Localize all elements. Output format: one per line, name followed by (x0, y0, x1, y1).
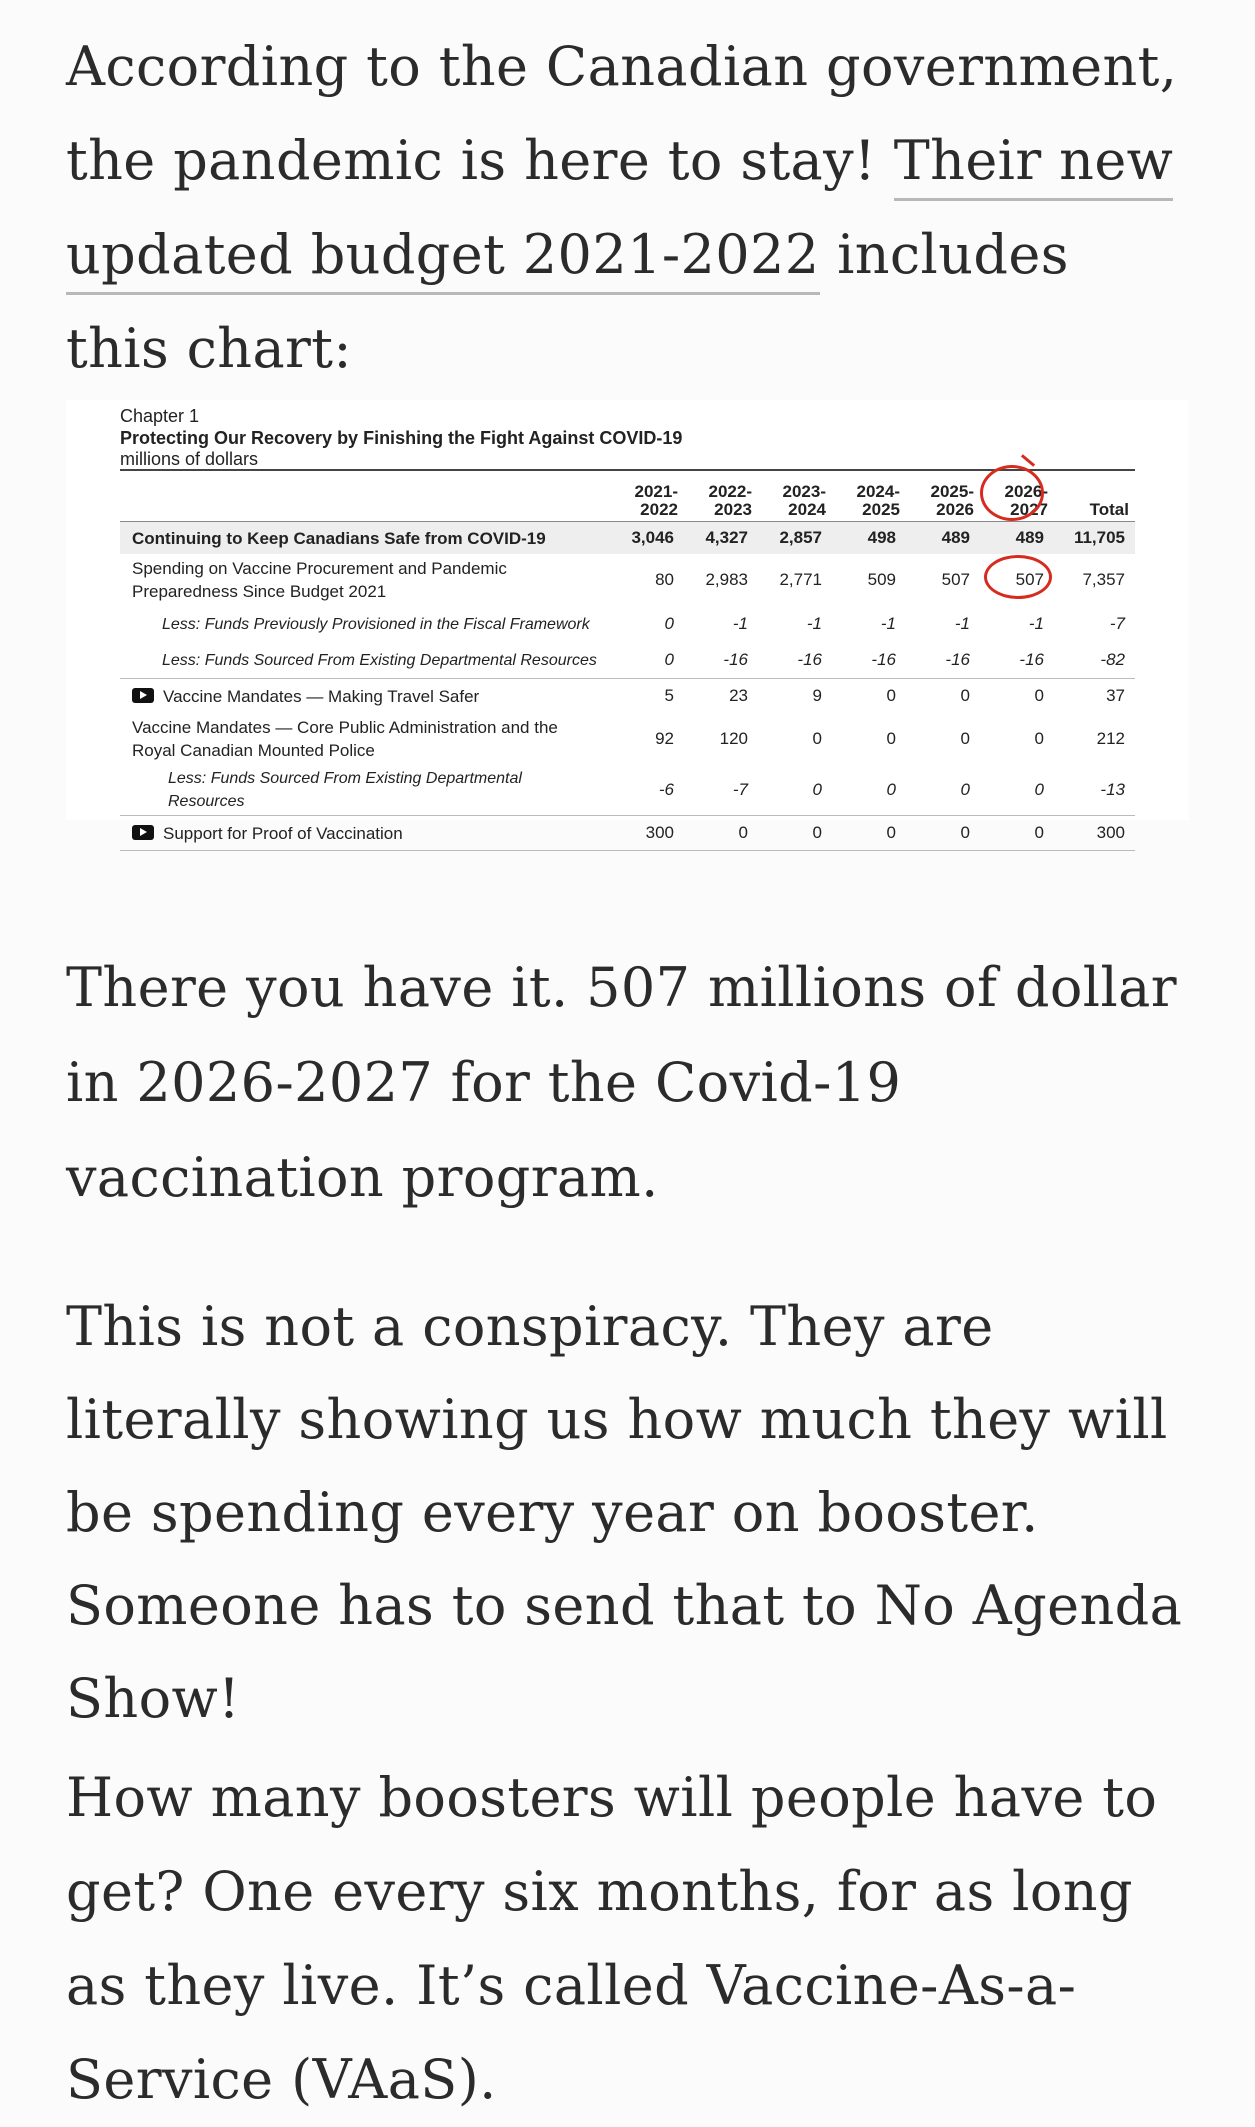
row-label: Less: Funds Previously Provisioned in the Fiscal Framework (162, 615, 590, 633)
cell: 509 (867, 570, 896, 589)
cell: 0 (980, 765, 1054, 816)
cell: -6 (610, 765, 684, 816)
chapter-label: Chapter 1 (120, 406, 200, 426)
red-circle-annotation (984, 555, 1052, 599)
cell: -1 (806, 614, 822, 633)
cell: 80 (655, 570, 674, 589)
cell: 489 (980, 522, 1054, 555)
cell: 2,771 (779, 570, 822, 589)
cell: 0 (960, 729, 970, 748)
cell: 92 (655, 729, 674, 748)
cell: 489 (906, 522, 980, 555)
col-header-text: 2025- 2026 (930, 482, 974, 519)
table-row (120, 816, 1135, 851)
table-row (120, 642, 1135, 679)
row-label: Continuing to Keep Canadians Safe from COVID-19 (120, 522, 610, 555)
cell: 300 (610, 816, 684, 851)
cell: 0 (812, 729, 822, 748)
col-header (684, 471, 758, 522)
cell: 498 (832, 522, 906, 555)
intro-text-start: According to the Canadian government, the pandemic is here to stay! (66, 35, 1178, 192)
col-header-text: Total (1089, 500, 1129, 519)
col-header-text: 2023- 2024 (782, 482, 826, 519)
cell: 0 (664, 614, 674, 633)
col-header (906, 471, 980, 522)
cell: -16 (684, 642, 758, 679)
cell: -1 (732, 614, 748, 633)
col-header (832, 471, 906, 522)
row-label-cell (120, 679, 610, 714)
red-circle-annotation (980, 465, 1044, 521)
cell: -16 (906, 642, 980, 679)
row-label: Less: Funds Sourced From Existing Departmental Resources (120, 765, 610, 816)
cell: 300 (1054, 816, 1135, 851)
cell: 212 (1096, 729, 1125, 748)
col-header-text: 2026- 2027 (1004, 482, 1048, 519)
cell: -1 (1028, 614, 1044, 633)
budget-table (120, 471, 1135, 851)
cell: 9 (812, 686, 822, 705)
budget-link[interactable]: Their new updated budget 2021-2022 (66, 129, 1173, 295)
col-header-text: 2022- 2023 (708, 482, 752, 519)
row-label: Less: Funds Sourced From Existing Departmental Resources (120, 642, 610, 679)
cell: 0 (906, 816, 980, 851)
row-label: Support for Proof of Vaccination (163, 823, 403, 843)
cell: 0 (832, 765, 906, 816)
col-header-circled (980, 471, 1054, 522)
col-header (1054, 471, 1135, 522)
cell: 4,327 (684, 522, 758, 555)
cell: 23 (729, 686, 748, 705)
table-row (120, 765, 1135, 816)
table-row (120, 522, 1135, 555)
cell: 0 (1034, 686, 1044, 705)
cell: -1 (880, 614, 896, 633)
col-header-text: 2021- 2022 (634, 482, 678, 519)
table-row (120, 606, 1135, 642)
cell: -16 (980, 642, 1054, 679)
cell: 2,857 (758, 522, 832, 555)
cell: 0 (906, 765, 980, 816)
budget-table-image (66, 400, 1189, 843)
cell: 7,357 (1082, 570, 1125, 589)
intro-text-end: includes this chart: (66, 223, 1069, 380)
cell: 2,983 (705, 570, 748, 589)
cell: -1 (954, 614, 970, 633)
cell: 0 (886, 729, 896, 748)
row-label-cell (120, 816, 610, 851)
col-header (610, 471, 684, 522)
cell: 0 (684, 816, 758, 851)
paragraph-not-conspiracy: This is not a conspiracy. They are literally showing us how much they will be spending every year on booster. Someone has to send that to No Agenda Show! (66, 1295, 1183, 1730)
cell: -7 (684, 765, 758, 816)
cell: 0 (1034, 729, 1044, 748)
row-label: Vaccine Mandates — Core Public Administration and the Royal Canadian Mounted Police (132, 718, 558, 760)
row-label: Vaccine Mandates — Making Travel Safer (163, 686, 480, 706)
cell-text: 507 (1015, 570, 1044, 589)
cell: 0 (610, 642, 684, 679)
cell: 3,046 (610, 522, 684, 555)
arrow-bullet-icon (132, 688, 154, 703)
cell: 507 (941, 570, 970, 589)
table-units: millions of dollars (120, 449, 1135, 471)
intro-paragraph (66, 20, 1186, 396)
cell: 0 (980, 816, 1054, 851)
table-header-row (120, 471, 1135, 522)
arrow-bullet-icon (132, 825, 154, 840)
paragraph-conclusion: There you have it. 507 millions of dollar in 2026-2027 for the Covid-19 vaccination program. (66, 956, 1177, 1209)
paragraph-boosters: How many boosters will people have to get? One every six months, for as long as they live. It’s called Vaccine-As-a-Service (VAaS). (66, 1766, 1158, 2111)
cell: 0 (960, 686, 970, 705)
cell: 0 (758, 765, 832, 816)
cell: -13 (1054, 765, 1135, 816)
table-row (120, 713, 1135, 765)
table-row (120, 679, 1135, 714)
table-row (120, 554, 1135, 606)
cell: 11,705 (1054, 522, 1135, 555)
cell: 0 (832, 816, 906, 851)
cell: 0 (886, 686, 896, 705)
cell: -16 (832, 642, 906, 679)
cell: -82 (1054, 642, 1135, 679)
cell: 5 (664, 686, 674, 705)
table-title: Protecting Our Recovery by Finishing the Fight Against COVID-19 (120, 428, 683, 448)
cell: -16 (758, 642, 832, 679)
col-header (758, 471, 832, 522)
cell: 120 (719, 729, 748, 748)
cell: -7 (1109, 614, 1125, 633)
cell-circled (980, 554, 1054, 606)
row-label: Spending on Vaccine Procurement and Pandemic Preparedness Since Budget 2021 (132, 559, 507, 601)
col-header-text: 2024- 2025 (856, 482, 900, 519)
cell: 0 (758, 816, 832, 851)
cell: 37 (1106, 686, 1125, 705)
